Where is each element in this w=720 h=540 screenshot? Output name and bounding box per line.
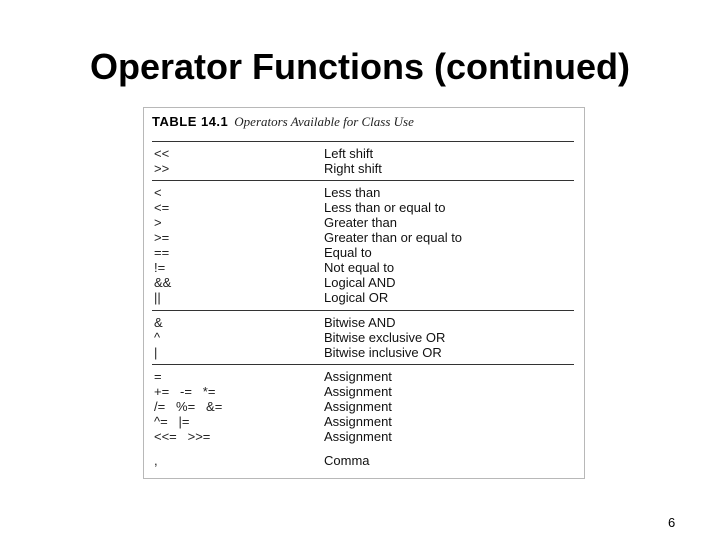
table-caption-text: Operators Available for Class Use [234, 114, 414, 129]
description-cell: Assignment [324, 399, 392, 414]
description-cell: Not equal to [324, 260, 395, 275]
description-cell: Right shift [324, 161, 382, 176]
operator-cell: | [154, 345, 158, 360]
description-cell: Greater than [324, 215, 397, 230]
description-cell: Logical OR [324, 290, 389, 305]
description-cell: Less than or equal to [324, 200, 446, 215]
table-number: TABLE 14.1 [152, 114, 229, 129]
table-group-shift [154, 146, 574, 176]
description-cell: Bitwise AND [324, 315, 396, 330]
slide-title: Operator Functions (continued) [90, 46, 630, 87]
operator-cell: < [154, 185, 162, 200]
operator-cell: <<= >>= [154, 429, 211, 444]
table-group-bitwise [154, 315, 574, 360]
table-row [154, 399, 574, 414]
table-row [154, 146, 574, 161]
description-cell: Equal to [324, 245, 372, 260]
operator-cell: >= [154, 230, 170, 245]
table-row [154, 330, 574, 345]
operator-cell: = [154, 369, 162, 384]
table-rule [152, 364, 574, 365]
operator-cell: += -= *= [154, 384, 216, 399]
table-row [154, 215, 574, 230]
table-row [154, 453, 574, 468]
description-cell: Bitwise exclusive OR [324, 330, 446, 345]
table-row [154, 245, 574, 260]
operator-cell: /= %= &= [154, 399, 223, 414]
description-cell: Assignment [324, 414, 392, 429]
table-row [154, 275, 574, 290]
table-row [154, 290, 574, 305]
operator-cell: & [154, 315, 163, 330]
description-cell: Assignment [324, 369, 392, 384]
table-row [154, 429, 574, 444]
table-row [154, 384, 574, 399]
description-cell: Assignment [324, 429, 392, 444]
table-rule [152, 180, 574, 181]
table-group-comma [154, 453, 574, 468]
operator-cell: >> [154, 161, 170, 176]
operator-cell: != [154, 260, 166, 275]
description-cell: Left shift [324, 146, 374, 161]
table-caption [152, 114, 414, 130]
description-cell: Greater than or equal to [324, 230, 463, 245]
operator-cell: <= [154, 200, 170, 215]
table-row [154, 315, 574, 330]
description-cell: Bitwise inclusive OR [324, 345, 442, 360]
operator-cell: ^= |= [154, 414, 190, 429]
operator-cell: << [154, 146, 170, 161]
table-row [154, 369, 574, 384]
description-cell: Less than [324, 185, 381, 200]
operator-cell: , [154, 453, 158, 468]
table-rule [152, 141, 574, 142]
table-row [154, 200, 574, 215]
operator-cell: && [154, 275, 172, 290]
table-row [154, 230, 574, 245]
table-row [154, 345, 574, 360]
table-group-assignment [154, 369, 574, 444]
description-cell: Logical AND [324, 275, 396, 290]
table-group-relational [154, 185, 574, 305]
table-row [154, 161, 574, 176]
operator-cell: ^ [154, 330, 161, 345]
description-cell: Comma [324, 453, 370, 468]
table-row [154, 185, 574, 200]
table-rule [152, 310, 574, 311]
operator-cell: == [154, 245, 170, 260]
table-row [154, 260, 574, 275]
operator-cell: || [154, 290, 161, 305]
description-cell: Assignment [324, 384, 392, 399]
operator-cell: > [154, 215, 162, 230]
page-number: 6 [668, 515, 676, 530]
table-row [154, 414, 574, 429]
